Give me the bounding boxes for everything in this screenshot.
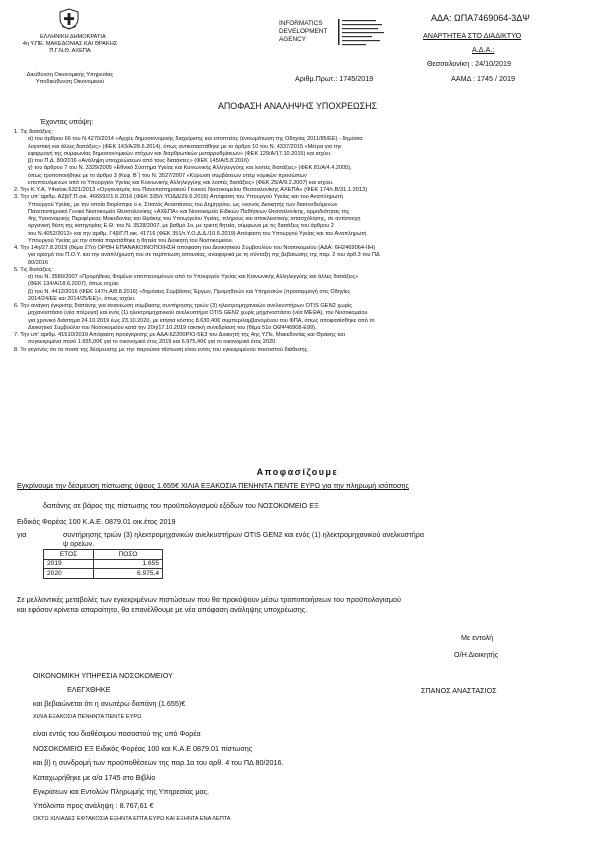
checked-label: ΕΛΕΓΧΘΗΚΕ bbox=[67, 685, 111, 694]
for-text: συντήρησης τριών (3) ηλεκτρομηχανικών ανελκυστήρων OTIS GEN2 και ενός (1) ηλεκτρομηχανικού ανελκυστήρα bbox=[63, 530, 425, 539]
budget-line: Ειδικός Φορέας 100 Κ.Α.Ε. 0879.01 οικ.έτος 2019 bbox=[17, 517, 176, 526]
financial-line: ΧΙΛΙΑ ΕΞΑΚΟΣΙΑ ΠΕΝΗΝΤΑ ΠΕΝΤΕ ΕΥΡΩ bbox=[33, 714, 142, 720]
consideration-line: συγκεκριμένα ποσό 1.655,00€ για το οικονομικό έτος 2019 και 6.975,40€ για το οικονομικό έτος 2020. bbox=[28, 339, 277, 346]
consideration-line: (ΦΕΚ 134/Α/18.6.2007), όπως ισχύει bbox=[28, 281, 119, 288]
consideration-line: 2014/24/ΕΕ και 2014/25/ΕΕ)», όπως ισχύει. bbox=[28, 295, 136, 302]
consideration-line: οργανική θέση της κατηγορίας Ε.Θ. του Ν. 3528/2007, με βαθμό 1ο, με τριετή θητεία, σύμφωνα με τις διατάξεις του άρθρου 2 bbox=[28, 223, 334, 230]
consideration-line: εφαρμογή της συμφωνίας δημοσιονομικών στόχων και διαρθρωτικών μεταρρυθμίσεων» (ΦΕΚ 129/Α/17.10.2015) και ισχύει. bbox=[28, 150, 332, 157]
consideration-line: Πανεπιστημιακό Γενικό Νοσοκομείο Θεσσαλονίκης «ΑΧΕΠΑ» και Νοσοκομείο Ειδικών Παθήσεων Θεσσαλονίκης, αρμοδιότητας της bbox=[28, 208, 350, 215]
republic-label: ΕΛΛΗΝΙΚΗ ΔΗΜΟΚΡΑΤΙΑ bbox=[40, 34, 106, 40]
financial-line: και β) η συνδρομή των προϋποθέσεων της παρ.1α του αρθ. 4 του ΠΔ 80/2016. bbox=[33, 758, 284, 767]
considerations-section bbox=[14, 129, 582, 354]
years-table bbox=[43, 549, 163, 579]
consideration-line: 6. Την ανάγκη έγκρισης δαπάνης για ανανέωση σύμβασης συντήρησης τριών (3) ηλεκτρομηχανικών ανελκυστήρων OTIS GEN2 χωρίς bbox=[14, 303, 352, 309]
table-header-row bbox=[44, 550, 163, 560]
region-label: 4η Υ.ΠΕ. ΜΑΚΕΔΟΝΙΑΣ ΚΑΙ ΘΡΑΚΗΣ bbox=[22, 41, 118, 47]
consideration-line: α) του Ν. 3580/2007 «Προμήθειες Φορέων εποπτευομένων από το Υπουργείο Υγείας και Κοινωνικής Αλληλεγγύης και άλλες διατάξεις» bbox=[28, 274, 359, 280]
signature-name: ΣΠΑΝΟΣ ΑΝΑΣΤΑΣΙΟΣ bbox=[421, 686, 497, 695]
financial-line: είναι εντός του διαθέσιμου ποσοστού της υπό Φορέα bbox=[33, 729, 201, 738]
financial-line: ΝΟΣΟΚΟΜΕΙΟ ΕΞ Ειδικός Φορέας 100 και Κ.Α.Ε 0879.01 πίστωσης bbox=[33, 744, 253, 753]
financial-service-title: ΟΙΚΟΝΟΜΙΚΗ ΥΠΗΡΕΣΙΑ ΝΟΣΟΚΟΜΕΙΟΥ bbox=[33, 671, 173, 680]
consideration-line: Υπουργού Υγείας, με την οποία διορίστηκε ο κ. Σπανός Αναστάσιος του Δημητρίου, ως «κοινός Διοικητής των διασυνδεόμενων bbox=[28, 201, 338, 208]
remaining-balance-words: ΟΚΤΩ ΧΙΛΙΑΔΕΣ ΕΦΤΑΚΟΣΙΑ ΕΞΗΝΤΑ ΕΠΤΑ ΕΥΡΩ ΚΑΙ ΕΞΗΝΤΑ ΕΝΑ ΛΕΠΤΑ bbox=[33, 816, 231, 822]
consideration-line: 1. Τις διατάξεις: bbox=[14, 129, 53, 135]
consideration-line: γ) του άρθρου 7 του Ν. 3329/2005 «Εθνικό Σύστημα Υγείας και Κοινωνικής Αλληλεγγύης και λοιπές διατάξεις» (ΦΕΚ 81/Α/4.4.2005), bbox=[28, 165, 352, 172]
consideration-line: 4ης Υγειονομικής Περιφέρειας Μακεδονίας και Θράκης του Υπουργείου Υγείας, πλήρους και αποκλειστικής απασχόλησης, σε αντίστοιχη bbox=[28, 216, 361, 222]
consideration-line: για χρονικό διάστημα 24.10.2019 έως 23.10.2020, με ετήσια κόστος 8.630,40€ συμπεριλαμβανομένου του ΦΠΑ, όπως αποφασίσθηκε από το bbox=[28, 317, 375, 324]
approve-line: Εγκρίνουμε την δέσμευση πίστωσης ύψους 1.655€ ΧΙΛΙΑ ΕΞΑΚΟΣΙΑ ΠΕΝΗΝΤΑ ΠΕΝΤΕ ΕΥΡΩ για την πληρωμή ισόποσης bbox=[17, 481, 409, 490]
consideration-line: β) του Ν. 4412/2016 (ΦΕΚ 147/τ.Α/8.8.2016) «δημόσιες Συμβάσεις Έργων, Προμηθειών και Υπηρεσιών (προσαρμογή στις Οδηγίες bbox=[28, 288, 351, 295]
ada-number: ΑΔΑ: ΩΠΑ7469064-3ΔΨ bbox=[431, 13, 530, 23]
table-header-cell: ΠΟΣΟ bbox=[94, 550, 163, 560]
consideration-line: β) του Π.Δ. 80/2016 «Ανάληψη υποχρεώσεων από τους διατάκτες» (ΦΕΚ 145/Α/5.8.2016) bbox=[28, 158, 249, 164]
signature-role: Ο/Η Διοικητής bbox=[454, 650, 499, 659]
department-label: Διεύθυνση Οικονομικής Υπηρεσίας bbox=[26, 72, 114, 78]
informatics-agency-logo-icon bbox=[338, 17, 388, 51]
consideration-line: 4. Την 14η/27.8.2019 (θέμα 27ο) ΟΡΘΗ ΕΠΑΝΑΚΟΙΝΟΠΟΙΗΣΗ απόφαση του Διοικητικού Συμβουλίου του Νοσοκομείου (ΑΔΑ: 6Η2469064-ΙΙΗ) bbox=[14, 245, 376, 251]
document-date: Θεσσαλονίκη : 24/10/2019 bbox=[427, 59, 512, 68]
consideration-line: 80/2016 bbox=[28, 259, 49, 266]
consideration-line: 8. Το γεγονός ότι τα ποσά της δέσμευσης με την παρούσα πίστωση είναι εντός του εγκεκριμένου ποσοστού διάθεσης. bbox=[14, 346, 309, 353]
for-label: για bbox=[17, 530, 27, 539]
consideration-line: α) του άρθρου 66 του Ν.4270/2014 «Αρχές δημοσιονομικής διαχείρισης και εποπτείας (ενσωμάτωση της Οδηγίας 2011/85/ΕΕ) - δημόσια bbox=[28, 136, 363, 143]
consideration-line: 2. Την Κ.Υ.Α. Υ4α/οικ.6321/2013 «Οργανισμός του Πανεπιστημιακού Γενικού Νοσοκομείου Θεσσαλονίκης ΑΧΕΠΑ» (ΦΕΚ 174/τ.Β/31.1.2013) bbox=[14, 187, 368, 193]
table-cell-amount: 1.655 bbox=[94, 559, 163, 569]
consideration-line: όπως τροποποιήθηκε με το άρθρο 3 (Κεφ. Β΄) του Ν. 3527/2007 «Κύρωση συμβάσεων υπέρ νομικών προσώπων bbox=[28, 172, 307, 179]
consideration-line: εποπτευόμενων από το Υπουργείο Υγείας και Κοινωνικής Αλληλεγγύης και λοιπές διατάξεις» (ΦΕΚ 25/Α/9.2.2007) και ισχύει. bbox=[28, 179, 334, 186]
having-regard-label: Έχοντας υπόψη: bbox=[40, 117, 94, 126]
informatics-agency-label: INFORMATICS DEVELOPMENT AGENCY bbox=[279, 20, 328, 43]
expense-line: δαπάνης σε βάρος της πίστωσης του προϋπολογισμού εξόδων του ΝΟΣΟΚΟΜΕΙΟ ΕΞ bbox=[43, 501, 319, 510]
document-title: ΑΠΟΦΑΣΗ ΑΝΑΛΗΨΗΣ ΥΠΟΧΡΕΩΣΗΣ bbox=[217, 101, 378, 111]
posted-online-label: ΑΝΑΡΤΗΤΕΑ ΣΤΟ ΔΙΑΔΙΚΤΥΟ bbox=[423, 31, 522, 40]
sub-department-label: Υποδιεύθυνση Οικονομικού bbox=[35, 79, 105, 85]
consideration-line: 5. Τις διατάξεις: bbox=[14, 266, 53, 273]
table-cell-year: 2020 bbox=[44, 569, 94, 579]
table-cell-amount: 6.975,4 bbox=[94, 569, 163, 579]
financial-line: Εγκρίσεων και Εντολών Πληρωμής της Υπηρεσίας μας. bbox=[33, 787, 210, 796]
consideration-line: Διοικητικό Συμβούλιο του Νοσοκομείου κατά την 20η/17.10.2019 τακτική συνεδρίασή του (θέμα 51ο ΩΘΨ46908-Ε99). bbox=[28, 324, 317, 331]
financial-line: Καταχωρήθηκε με α/α 1745 στο Βιβλίο bbox=[33, 773, 156, 782]
ada-label: Α.Δ.Α.: bbox=[472, 45, 495, 54]
table-row bbox=[44, 559, 163, 569]
consideration-line: Υπουργού Υγείας με την οποία παρατάθηκε η θητεία του Διοικητή του Νοσοκομείου. bbox=[28, 237, 234, 244]
remaining-balance: Υπόλοιπο προς ανάληψη : 8.767,61 € bbox=[33, 801, 154, 810]
consideration-line: μηχανοστάσιο (νέα πτέρυγα) και ενός (1) ηλεκτρομηχανικού ανελκυστήρα OTIS GEN2 χωρίς μηχανοστάσιο (νέα ΜΕΘΑ), του Νοσοκομείου bbox=[28, 310, 368, 317]
consideration-line: 7. Την υπ' αριθμ. 41510/2019 Απόφαση προέγκρισης με ΑΔΑ:6Ζ200ΡΙΟ-5Ε3 του Διοικητή της 4ης Υ.Πε. Μακεδονίας και Θράκης και bbox=[14, 332, 345, 338]
table-row bbox=[44, 569, 163, 579]
table-cell-year: 2019 bbox=[44, 559, 94, 569]
consideration-line: του Ν.4052/2012» και την αριθμ. Γ4β/Γ.Π.οικ. 41716 (ΦΕΚ 351/τ.Υ.Ο.Δ.Δ./10.6.2019) Απόφαση του Υπουργού Υγείας και του Αναπληρωτή bbox=[28, 230, 367, 237]
greek-coat-of-arms-icon bbox=[58, 8, 80, 30]
financial-line: και βεβαιώνεται ότι η ανωτέρω δαπάνη (1.655)€ bbox=[33, 699, 186, 708]
consideration-line: 3. Την υπ' αριθμ. Α2β/Γ.Π.οικ. 46659/21.6.2016 (ΦΕΚ 335/τ.ΥΟΔΔ/29.6.2016) Απόφαση του Υπουργού Υγείας και του Αναπληρωτή bbox=[14, 194, 343, 201]
consideration-line: για ορισμό του Π.Ο.Υ. και την αναπλήρωσή του σε περίπτωση απουσίας, αναφορικά με τη σύνταξη της βεβαίωσης της παρ. 2 του άρθ.3 του ΠΔ bbox=[28, 252, 380, 259]
protocol-number: Αριθμ.Πρωτ.: 1745/2019 bbox=[295, 74, 374, 83]
consideration-line: λογιστική και άλλες διατάξεις» (ΦΕΚ 143/Α/28.6.2014), όπως αντικαταστάθηκε με το άρθρο 10 του Ν. 4337/2015 «Μέτρα για την bbox=[28, 143, 342, 150]
table-header-cell: ΕΤΟΣ bbox=[44, 550, 94, 560]
future-changes-line-1: Σε μελλοντικές μεταβολές των εγκεκριμένων πιστώσεων που θα προκύψουν μέσω τροποποιήσεων του προϋπολογισμού bbox=[17, 595, 401, 604]
decision-heading: Αποφασίζουμε bbox=[256, 467, 339, 477]
aamd-number: ΑΑΜΔ : 1745 / 2019 bbox=[451, 74, 515, 83]
hospital-short-label: Π.Γ.Ν.Θ. ΑΧΕΠΑ bbox=[49, 48, 91, 54]
for-text-continued: ψ ορείων. bbox=[63, 539, 95, 548]
future-changes-line-2: και εφόσον κρίνεται απαραίτητο, θα επανέλθουμε με νέα απόφαση ανάληψης υποχρέωσης. bbox=[17, 605, 308, 614]
signature-by-order: Με εντολή bbox=[461, 633, 494, 642]
